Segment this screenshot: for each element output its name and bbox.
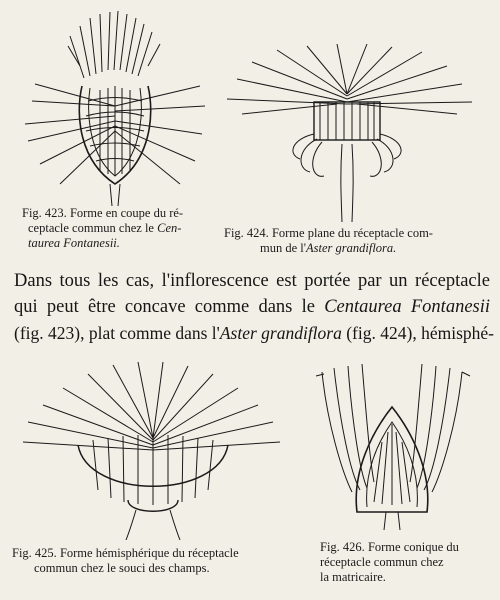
figure-423-illustration (20, 6, 210, 208)
figure-425-caption: Fig. 425. Forme hémisphérique du réceptacle commun chez le souci des champs. (12, 546, 239, 575)
figure-424-number: Fig. 424. (224, 226, 269, 240)
figure-425-illustration (18, 360, 288, 540)
figure-423-caption: Fig. 423. Forme en coupe du ré- ceptacle commun chez le Cen- taurea Fontanesii. (22, 206, 184, 250)
figure-425-number: Fig. 425. (12, 546, 57, 560)
body-paragraph (14, 268, 494, 346)
figure-426-caption: Fig. 426. Forme conique du réceptacle commun chez la matricaire. (320, 540, 459, 584)
figure-426-illustration (312, 362, 472, 532)
figure-424-caption: Fig. 424. Forme plane du réceptacle com- mun de l'Aster grandiflora. (224, 226, 433, 255)
figure-424-illustration (222, 44, 477, 224)
paragraph-line-2: qui peut être concave comme dans le Centaurea Fontanesii (14, 297, 491, 317)
figure-426-number: Fig. 426. (320, 540, 365, 554)
figure-423-number: Fig. 423. (22, 206, 67, 220)
paragraph-line-1: Dans tous les cas, l'inflorescence est portée par un réceptacle (14, 271, 490, 291)
paragraph-line-3: (fig. 423), plat comme dans l'Aster grandiflora (fig. 424), hémisphé- (14, 323, 494, 343)
